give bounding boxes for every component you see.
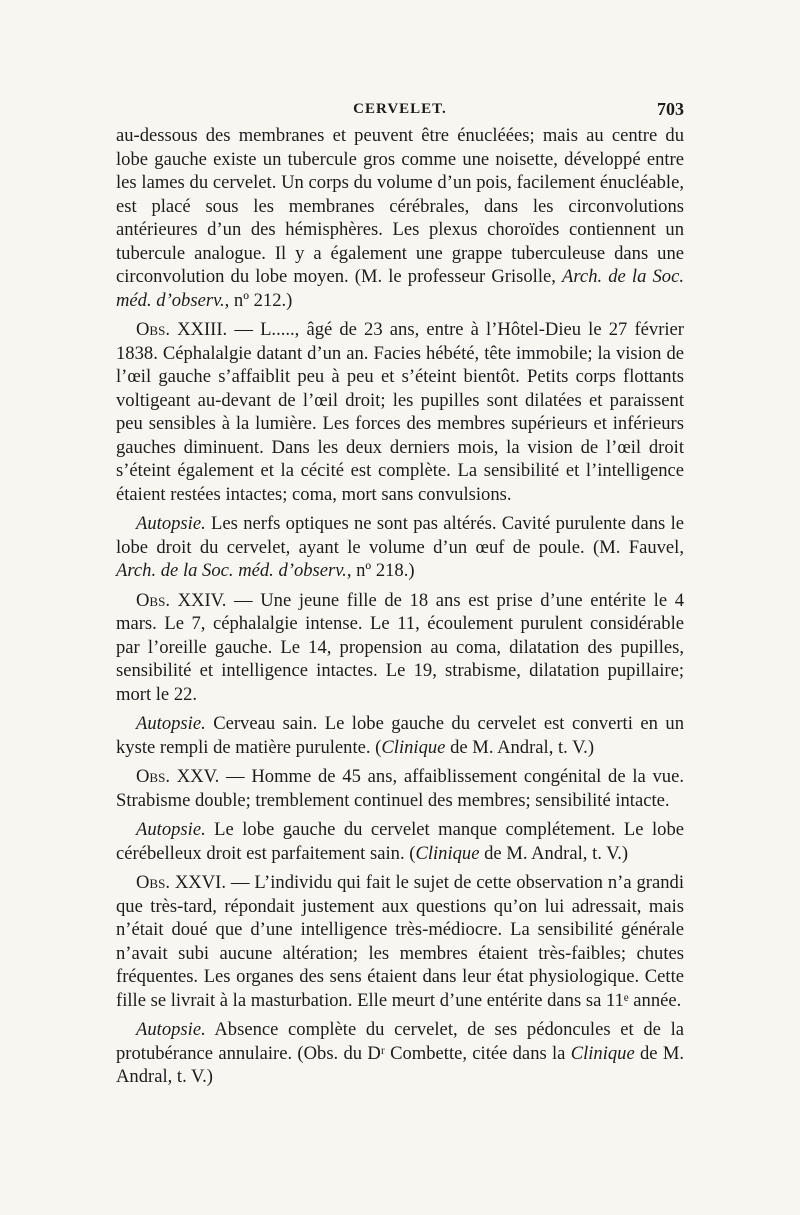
observation-label: Obs. XXVI. [136,872,226,893]
page-header [116,97,684,123]
italic-text: Arch. de la Soc. méd. d’observ. [116,266,684,311]
italic-text: Clinique [381,736,446,758]
italic-text: Autopsie. [136,713,206,734]
text-run: Cerveau sain. Le lobe gauche du cervelet est converti en un kyste rempli de matière purulente. ( [116,713,684,758]
text-run: Le lobe gauche du cervelet manque complétement. Le lobe cérébelleux droit est parfaitement sain. ( [116,819,684,864]
text-run: , nº 212.) [224,289,293,311]
running-title: CERVELET. [353,101,447,117]
paragraph [116,124,684,312]
italic-text: Autopsie. [136,1019,206,1040]
text-run: — Une jeune fille de 18 ans est prise d’une entérite le 4 mars. Le 7, céphalalgie intense. Le 11, écoulement purulent considérable par l’oreille gauche. Le 14, propension au coma, dilatation des pupilles, sensibilité et intelligence intactes. Le 19, strabisme, dilatation pupillaire; mort le 22. [116,589,685,705]
italic-text: Autopsie. [136,819,206,840]
observation-label: Obs. XXIV. [136,589,227,611]
text-run: au-dessous des membranes et peuvent être énucléées; mais au centre du lobe gauche existe un tubercule gros comme une noisette, développé entre les lames du cervelet. Un corps du volume d’un pois, facilement énucléable, est placé sous les membranes cérébrales, dans les circonvolutions antérieures d’un des hémisphères. Les plexus choroïdes contiennent un tubercule analogue. Il y a également une grappe tuberculeuse dans une circonvolution du lobe moyen. (M. le professeur Grisolle, [116,125,684,287]
paragraph [116,871,684,1012]
italic-text: Arch. de la Soc. méd. d’observ. [116,560,347,581]
body-text [116,124,684,1095]
text-run: de M. Andral, t. V.) [479,842,629,864]
text-run: — L’individu qui fait le sujet de cette observation n’a grandi que très-tard, répondait justement aux questions qu’on lui adressait, mais n’était doué que d’une intelligence très-médiocre. La sensibilité générale n’avait subi aucune altération; les membres étaient très-faibles; chutes fréquentes. Les organes des sens étaient dans leur état physiologique. Cette fille se livrait à la masturbation. Elle meurt d’une entérite dans sa 11ᵉ année. [116,872,684,1011]
text-run: , nº 218.) [346,560,415,581]
italic-text: Clinique [415,842,480,864]
text-run: de M. Andral, t. V.) [445,736,595,758]
observation-label: Obs. XXV. [136,766,220,787]
paragraph [116,512,684,583]
text-run: de M. Andral, t. V.) [116,1042,685,1087]
paragraph [116,589,684,707]
paragraph [116,818,684,865]
text-run: — L....., âgé de 23 ans, entre à l’Hôtel-Dieu le 27 février 1838. Céphalalgie datant d’un an. Facies hébété, tête immobile; la vision de l’œil gauche s’affaiblit peu à peu et s’éteint bientôt. Petits corps flottants voltigeant au-devant de l’œil droit; les pupilles sont dilatées et paraissent peu sensibles à la lumière. Les forces des membres supérieurs et inférieurs gauches diminuent. Dans les deux derniers mois, la vision de l’œil droit s’éteint également et la cécité est complète. La sensibilité et l’intelligence étaient restées intactes; coma, mort sans convulsions. [116,319,684,505]
paragraph [116,712,684,759]
text-run: Les nerfs optiques ne sont pas altérés. Cavité purulente dans le lobe droit du cervelet, ayant le volume d’un œuf de poule. (M. Fauvel, [116,513,684,558]
italic-text: Autopsie. [136,513,206,534]
paragraph [116,1018,684,1089]
italic-text: Clinique [570,1042,635,1064]
text-run: — Homme de 45 ans, affaiblissement congénital de la vue. Strabisme double; tremblement continuel des membres; sensibilité intacte. [116,766,684,811]
paragraph [116,765,684,812]
text-run: Absence complète du cervelet, de ses pédoncules et de la protubérance annulaire. (Obs. du Dʳ Combette, citée dans la [116,1019,684,1064]
observation-label: Obs. XXIII. [136,319,228,340]
page-number: 703 [657,99,684,119]
paragraph [116,318,684,506]
